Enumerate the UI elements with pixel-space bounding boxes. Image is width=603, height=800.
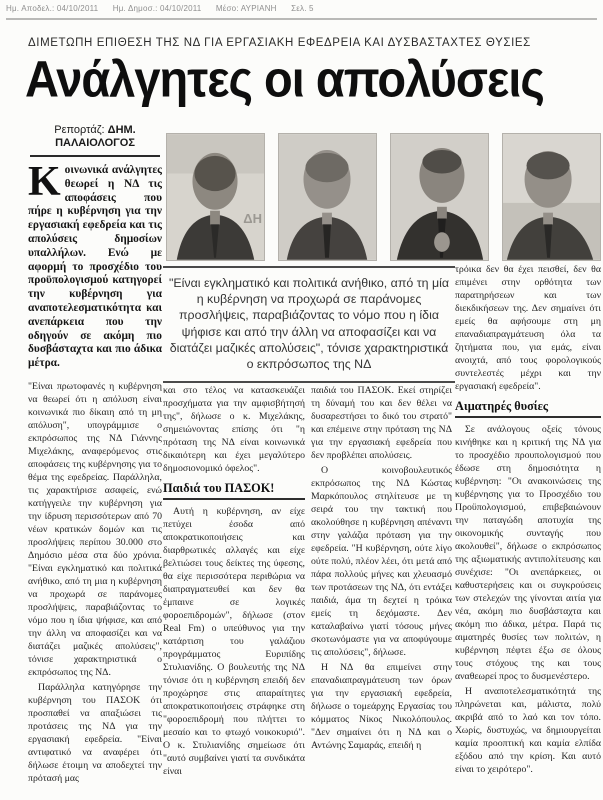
body-paragraph: παιδιά του ΠΑΣΟΚ. Εκεί στηρίζει τη δύναμή του και δεν θέλει να δυσαρεστήσει το δικό του στρατό" και επέμεινε στην πρόταση της ΝΔ για την εργασιακή εφεδρεία που δεν προβλέπει απολύσεις. (311, 385, 452, 461)
body-paragraph: Ο κοινοβουλευτικός εκπρόσωπος της ΝΔ Κώστας Μαρκόπουλος στηλίτευσε με τη σειρά του την τακτική που ακολούθησε η κυβέρνηση απέναντι στην γαλάζια πρόταση για την εφεδρεία. "Η κυβέρνηση, ούτε λίγο ούτε πολύ, πλέον λέει, ότι μετά από πάρα πολλούς μήνες και χλευασμό των προτάσεων της ΝΔ, ότι εντάξει παιδιά, άμα τη δεχτεί η τρόικα εμείς τη δεχόμαστε. Δεν καταλαβαίνω γιατί τόσους μήνες σκοτωνόμαστε για να αποφύγουμε τις απολύσεις", δήλωσε. (311, 465, 452, 658)
subhead-paidia-tou-pasok: Παιδιά του ΠΑΣΟΚ! (163, 482, 305, 500)
portrait-photo-3 (390, 133, 489, 261)
pull-quote: "Είναι εγκληματικό και πολιτικά ανήθικο, από τη μία η κυβέρνηση να προχωρά σε παράνομες προσλήψεις, παραβιάζοντας το νόμο που η ίδια ψήφισε και από την άλλη να αποφασίζει και να διατάζει μαζικές απολύσεις", τόνισε χαρακτηριστικά ο εκπρόσωπος της ΝΔ (163, 266, 455, 383)
clipping-meta-bar (6, 0, 597, 20)
byline-name-part2: ΠΑΛΑΙΟΛΟΓΟΣ (55, 137, 135, 149)
byline-name-part1: ΔΗΜ. (107, 124, 136, 136)
article-column-3 (311, 384, 452, 754)
article-headline: Ανάλγητες οι απολύσεις (25, 50, 544, 108)
article-column-4 (455, 263, 601, 778)
photo-background-logo-text: ΔΗ (243, 211, 262, 226)
portrait-photo-1 (166, 133, 265, 261)
article-column-1 (28, 159, 162, 787)
body-paragraph: και στο τέλος να κατασκευάζει προσχήματα για την αμφισβήτησή της", δήλωσε ο κ. Μιχελάκης, σημειώνοντας επίσης ότι "η πρόταση της ΝΔ είναι κοινωνικά δικαιότερη και έχει μεγαλύτερο δημοσιονομικό όφελος". (163, 385, 305, 474)
portrait-silhouette-icon (167, 134, 264, 260)
body-paragraph: "Είναι πρωτοφανές η κυβέρνηση να θεωρεί ότι η απόλυση είναι κοινωνικά πιο δίκαιη από τη μη απόλυση", υπογράμμισε ο εκπρόσωπος της ΝΔ Γιάννης Μιχελάκης, αναφερόμενος στις αποφάσεις της κυβέρνησης για το θέμα της εφεδρείας. Παράλληλα, τις χαρακτήρισε ασαφείς, ενώ κατήγγειλε την κυβέρνηση για την ίδρυση περισσότερων από 70 νέων κρατικών δομών και τις προσλήψεις περίπου 30.000 στο Δημόσιο μέσα στα δύο χρόνια. "Είναι εγκληματικό και πολιτικά ανήθικο, από τη μια η κυβέρνηση να προχωρά σε παράνομες προσλήψεις, παραβιάζοντας το νόμο που η ίδια ψήφισε, και από την άλλη να αποφασίζει και να διατάζει μαζικές απολύσεις", τόνισε χαρακτηριστικά ο εκπρόσωπος της ΝΔ. (28, 380, 162, 678)
body-paragraph: τρόικα δεν θα έχει πεισθεί, δεν θα επιμένει στην ορθότητα των παρατηρήσεων και των διεκδικήσεων της. Δεν σημαίνει ότι εμείς θα αφήσουμε στη μη επαναδιαπραγμάτευση όλα τα ζητήματα που, για εμάς, είναι ανοιχτά, από τους φορολογικούς συντελεστές μέχρι και την εργασιακή εφεδρεία". (455, 264, 601, 392)
body-paragraph: Η ΝΔ θα επιμείνει στην επαναδιαπραγμάτευση των όρων για την εργασιακή εφεδρεία, δήλωσε ο τομεάρχης Εργασίας του κόμματος Νίκος Νικολόπουλος. "Δεν σημαίνει ότι η ΝΔ και ο Αντώνης Σαμαράς, επειδή η (311, 662, 452, 751)
portrait-photo-4 (502, 133, 601, 261)
portrait-silhouette-icon (279, 134, 376, 260)
portrait-silhouette-icon (391, 134, 488, 260)
meta-publish-date: Ημ. Δημοσ.: 04/10/2011 (112, 4, 202, 13)
meta-clip-date: Ημ. Αποδελ.: 04/10/2011 (6, 4, 99, 13)
subhead-aimatires-thysies: Αιματηρές θυσίες (455, 400, 601, 418)
portrait-photo-2 (278, 133, 377, 261)
body-paragraph: Αυτή η κυβέρνηση, αν είχε πετύχει έσοδα από αποκρατικοποιήσεις και διαρθρωτικές αλλαγές και είχε βελτιώσει τους δείκτες της ύφεσης, θα είχε περισσότερα περιθώρια να διαπραγματευθεί και δεν θα έμπαινε σε λογικές φοροεπιδρομών", δήλωσε (στον Real Fm) ο υπεύθυνος για την κατάρτιση του γαλάζιου προγράμματος Ευριπίδης Στυλιανίδης. Ο βουλευτής της ΝΔ τόνισε ότι η κυβέρνηση επειδή δεν προχώρησε στις απαραίτητες αποκρατικοποιήσεις στράφηκε στη "φοροεπιδρομή που πλήττει το μεσαίο και το φτωχό νοικοκυριό". Ο κ. Στυλιανίδης σημείωσε ότι "αυτό συμβαίνει γιατί τα συνδικάτα είναι (163, 506, 305, 777)
meta-page-number: Σελ. 5 (291, 4, 314, 13)
portrait-silhouette-icon (503, 134, 600, 260)
article-column-2 (163, 384, 305, 780)
body-paragraph: Η αναποτελεσματικότητά της πληρώνεται και, μάλιστα, πολύ ακριβά από το λαό και τον τόπο. Χωρίς, δυστυχώς, να δημιουργείται καμία προοπτική και καμία ελπίδα εξόδου από την κρίση. Και αυτό είναι το χειρότερο". (455, 686, 601, 775)
meta-medium: Μέσο: ΑΥΡΙΑΝΗ (215, 4, 277, 13)
lead-paragraph: Κοινωνικά ανάλγητες θεωρεί η ΝΔ τις αποφάσεις που πήρε η κυβέρνηση για την εργασιακή εφεδρεία και τις απολύσεις δημοσίων υπαλλήλων. Ενώ με αφορμή το προσχέδιο του προϋπολογισμού κατηγορεί την κυβέρνηση για αναποτελεσματικότητα και ανεπάρκεια που την οδηγούν σε ακόμη πιο δυσβάσταχτα και πιο άδικα μέτρα. (28, 159, 162, 370)
body-paragraph: Σε ανάλογους οξείς τόνους κινήθηκε και η κριτική της ΝΔ για το προσχέδιο προυπολογισμού που έδωσε στη δημοσιότητα η κυβέρνηση: "Οι ανακοινώσεις της κυβέρνησης για το Προσχέδιο του Προϋπολογισμού, επιβεβαιώνουν την παταγώδη αποτυχία της οικονομικής συνταγής που ακολουθεί", δήλωσε ο εκπρόσωπος της αξιωματικής αντιπολίτευσης και συνέχισε: "Οι ανεπάρκειες, οι καθυστερήσεις και οι συγκρούσεις των στελεχών της γίνονται αιτία για νέα, ακόμη πιο δυσβάσταχτα και ακόμη πιο άδικα, μέτρα. Παρά τις αιματηρές θυσίες των πολιτών, η κυβέρνηση πέφτει έξω σε όλους τους στόχους της και τους αναθεωρεί προς το δυσμενέστερο. (455, 424, 601, 682)
article-kicker: ΔΙΜΕΤΩΠΗ ΕΠΙΘΕΣΗ ΤΗΣ ΝΔ ΓΙΑ ΕΡΓΑΣΙΑΚΗ ΕΦΕΔΡΕΙΑ ΚΑΙ ΔΥΣΒΑΣΤΑΧΤΕΣ ΘΥΣΙΕΣ (28, 37, 531, 49)
byline (30, 124, 160, 157)
body-paragraph: Παράλληλα κατηγόρησε την κυβέρνηση του ΠΑΣΟΚ ότι προσπαθεί να απαξιώσει τις προτάσεις της ΝΔ για την εργασιακή εφεδρεία. "Είναι αντιφατικό να αναφέρει ότι δήλωσε έτοιμη να αποδεχτεί την πρότασή μας (28, 681, 162, 784)
drop-cap: Κ (28, 159, 61, 205)
byline-prefix: Ρεπορτάζ: (54, 124, 105, 136)
